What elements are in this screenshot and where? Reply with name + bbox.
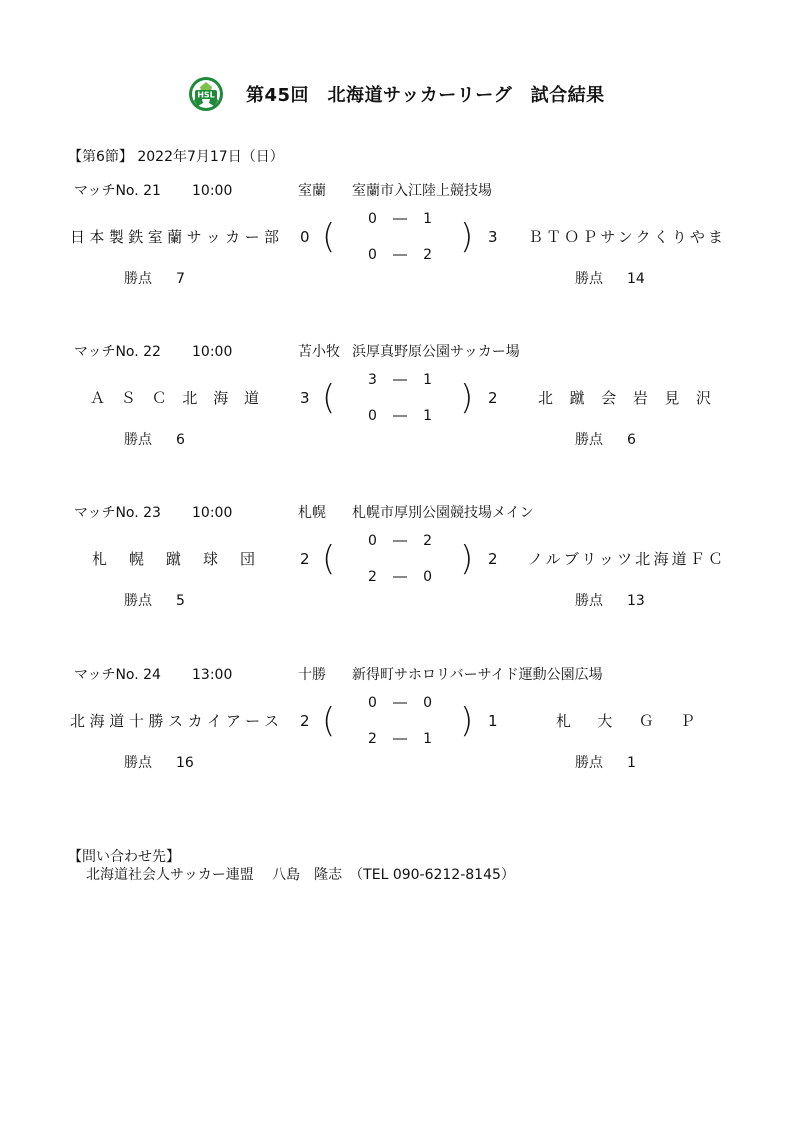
away-team-name: ＢＴＯＰサンクくりやま: [528, 228, 724, 246]
home-score: 2: [300, 712, 310, 730]
away-score: 3: [488, 228, 498, 246]
score-dash: ―: [393, 372, 407, 388]
left-bracket: (: [322, 701, 336, 741]
second-half-score: [368, 567, 432, 587]
points-label: 勝点: [124, 271, 152, 287]
match-block: [0, 342, 800, 462]
kickoff-time: 13:00: [192, 667, 233, 683]
second-half-home: 2: [368, 569, 377, 585]
header: [188, 74, 605, 114]
home-team-name: 札幌蹴球団: [92, 550, 256, 568]
first-half-away: 0: [423, 695, 432, 711]
second-half-away: 2: [423, 247, 432, 263]
away-points: [575, 430, 636, 450]
kickoff-time: 10:00: [192, 344, 233, 360]
match-area: 十勝: [298, 667, 326, 683]
points-value: 7: [176, 271, 185, 287]
kickoff-time: 10:00: [192, 183, 233, 199]
points-label: 勝点: [575, 593, 603, 609]
first-half-score: [368, 693, 432, 713]
second-half-score: [368, 245, 432, 265]
home-points: [124, 430, 185, 450]
points-label: 勝点: [124, 432, 152, 448]
first-half-score: [368, 370, 432, 390]
match-venue: 札幌市厚別公園競技場メイン: [352, 505, 534, 521]
match-number: マッチNo. 23: [74, 505, 161, 521]
second-half-away: 0: [423, 569, 432, 585]
round-date: 【第6節】 2022年7月17日（日）: [68, 149, 284, 165]
first-half-score: [368, 531, 432, 551]
away-team-name: ノルブリッツ北海道ＦＣ: [528, 550, 724, 568]
left-bracket: (: [322, 539, 336, 579]
score-dash: ―: [393, 731, 407, 747]
logo-text: HSL: [197, 90, 215, 100]
score-dash: ―: [393, 211, 407, 227]
away-team-name: 北蹴会岩見沢: [538, 389, 712, 407]
home-points: [124, 269, 185, 289]
second-half-score: [368, 729, 432, 749]
away-points: [575, 591, 645, 611]
match-area: 苫小牧: [298, 344, 340, 360]
contact-heading: 【問い合わせ先】: [68, 849, 180, 865]
kickoff-time: 10:00: [192, 505, 233, 521]
home-score: 2: [300, 550, 310, 568]
points-value: 14: [627, 271, 645, 287]
second-half-away: 1: [423, 731, 432, 747]
match-venue: 室蘭市入江陸上競技場: [352, 183, 492, 199]
away-points: [575, 753, 636, 773]
home-points: [124, 591, 185, 611]
match-block: [0, 503, 800, 623]
away-team-name: 札大ＧＰ: [556, 712, 696, 730]
home-points: [124, 753, 194, 773]
first-half-score: [368, 209, 432, 229]
home-team-name: 日本製鉄室蘭サッカー部: [70, 228, 280, 246]
match-area: 札幌: [298, 505, 326, 521]
home-score: 3: [300, 389, 310, 407]
match-venue: 新得町サホロリバーサイド運動公園広場: [352, 667, 603, 683]
points-label: 勝点: [575, 271, 603, 287]
away-score: 1: [488, 712, 498, 730]
points-value: 16: [176, 755, 194, 771]
first-half-home: 3: [368, 372, 377, 388]
match-area: 室蘭: [298, 183, 326, 199]
first-half-away: 1: [423, 372, 432, 388]
first-half-home: 0: [368, 533, 377, 549]
score-dash: ―: [393, 533, 407, 549]
points-label: 勝点: [124, 755, 152, 771]
match-number: マッチNo. 24: [74, 667, 161, 683]
first-half-away: 1: [423, 211, 432, 227]
away-score: 2: [488, 389, 498, 407]
points-value: 6: [176, 432, 185, 448]
first-half-home: 0: [368, 211, 377, 227]
left-bracket: (: [322, 217, 336, 257]
points-value: 5: [176, 593, 185, 609]
right-bracket: ): [460, 539, 474, 579]
points-label: 勝点: [575, 755, 603, 771]
right-bracket: ): [460, 378, 474, 418]
home-team-name: 北海道十勝スカイアース: [70, 712, 280, 730]
points-value: 6: [627, 432, 636, 448]
second-half-home: 0: [368, 247, 377, 263]
points-value: 1: [627, 755, 636, 771]
first-half-home: 0: [368, 695, 377, 711]
home-score: 0: [300, 228, 310, 246]
right-bracket: ): [460, 217, 474, 257]
second-half-away: 1: [423, 408, 432, 424]
score-dash: ―: [393, 569, 407, 585]
home-team-name: ＡＳＣ北海道: [90, 389, 260, 407]
league-logo: [188, 76, 224, 112]
score-dash: ―: [393, 695, 407, 711]
points-value: 13: [627, 593, 645, 609]
points-label: 勝点: [575, 432, 603, 448]
second-half-home: 0: [368, 408, 377, 424]
match-number: マッチNo. 21: [74, 183, 161, 199]
score-dash: ―: [393, 247, 407, 263]
points-label: 勝点: [124, 593, 152, 609]
second-half-home: 2: [368, 731, 377, 747]
away-score: 2: [488, 550, 498, 568]
soccer-ball-logo-icon: [188, 76, 224, 112]
right-bracket: ): [460, 701, 474, 741]
first-half-away: 2: [423, 533, 432, 549]
second-half-score: [368, 406, 432, 426]
match-block: [0, 181, 800, 301]
away-points: [575, 269, 645, 289]
contact-details: 北海道社会人サッカー連盟 八島 隆志 （TEL 090-6212-8145）: [86, 867, 515, 883]
page-title: 第45回 北海道サッカーリーグ 試合結果: [246, 85, 605, 106]
left-bracket: (: [322, 378, 336, 418]
match-venue: 浜厚真野原公園サッカー場: [352, 344, 520, 360]
match-number: マッチNo. 22: [74, 344, 161, 360]
score-dash: ―: [393, 408, 407, 424]
match-block: [0, 665, 800, 785]
